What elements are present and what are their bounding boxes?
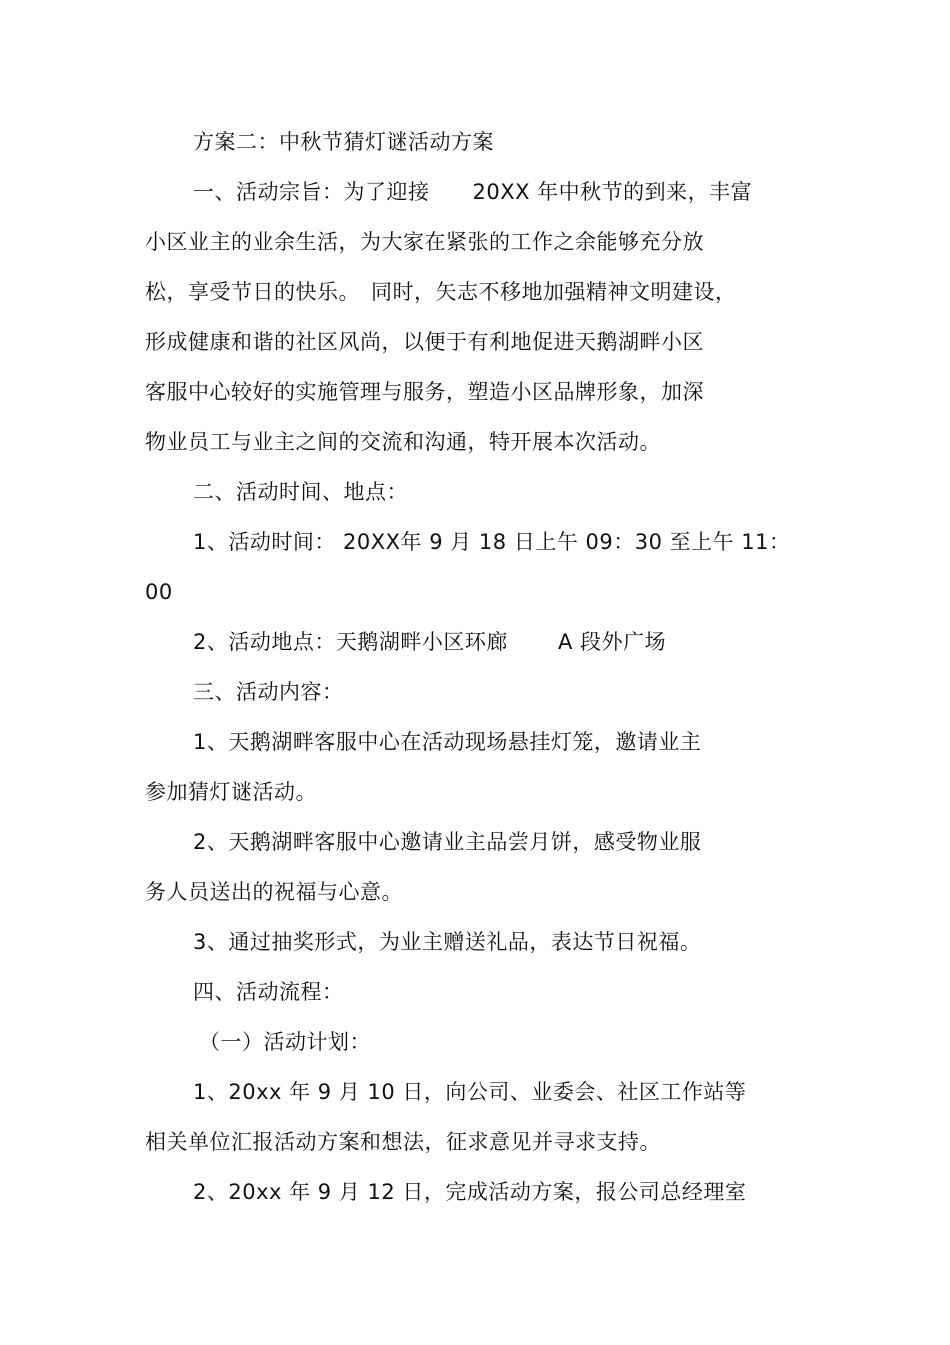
paragraph-line: 2、活动地点：天鹅湖畔小区环廊 A 段外广场 — [193, 630, 667, 654]
paragraph-line: 2、20xx 年 9 月 12 日，完成活动方案，报公司总经理室 — [193, 1180, 747, 1204]
document-title: 方案二：中秋节猜灯谜活动方案 — [193, 130, 494, 154]
paragraph-line: 00 — [145, 580, 173, 604]
paragraph-line: 1、活动时间： 20XX年 9 月 18 日上午 09：30 至上午 11： — [193, 530, 791, 554]
paragraph-line: 一、活动宗旨：为了迎接 20XX 年中秋节的到来，丰富 — [193, 180, 753, 204]
paragraph-line: 1、20xx 年 9 月 10 日，向公司、业委会、社区工作站等 — [193, 1080, 747, 1104]
paragraph-line: 3、通过抽奖形式，为业主赠送礼品，表达节日祝福。 — [193, 930, 702, 954]
paragraph-line: 参加猜灯谜活动。 — [145, 780, 317, 804]
paragraph-line: 2、天鹅湖畔客服中心邀请业主品尝月饼，感受物业服 — [193, 830, 702, 854]
section-heading: 二、活动时间、地点： — [193, 480, 408, 504]
paragraph-line: 务人员送出的祝福与心意。 — [145, 880, 403, 904]
subsection-heading: （一）活动计划： — [199, 1030, 371, 1054]
paragraph-line: 客服中心较好的实施管理与服务，塑造小区品牌形象，加深 — [145, 380, 704, 404]
section-heading: 四、活动流程： — [193, 980, 344, 1004]
paragraph-line: 松，享受节日的快乐。 同时，矢志不移地加强精神文明建设， — [145, 280, 737, 304]
paragraph-line: 1、天鹅湖畔客服中心在活动现场悬挂灯笼，邀请业主 — [193, 730, 702, 754]
section-heading: 三、活动内容： — [193, 680, 344, 704]
paragraph-line: 物业员工与业主之间的交流和沟通，特开展本次活动。 — [145, 430, 661, 454]
paragraph-line: 相关单位汇报活动方案和想法，征求意见并寻求支持。 — [145, 1130, 661, 1154]
paragraph-line: 形成健康和谐的社区风尚，以便于有利地促进天鹅湖畔小区 — [145, 330, 704, 354]
paragraph-line: 小区业主的业余生活，为大家在紧张的工作之余能够充分放 — [145, 230, 704, 254]
